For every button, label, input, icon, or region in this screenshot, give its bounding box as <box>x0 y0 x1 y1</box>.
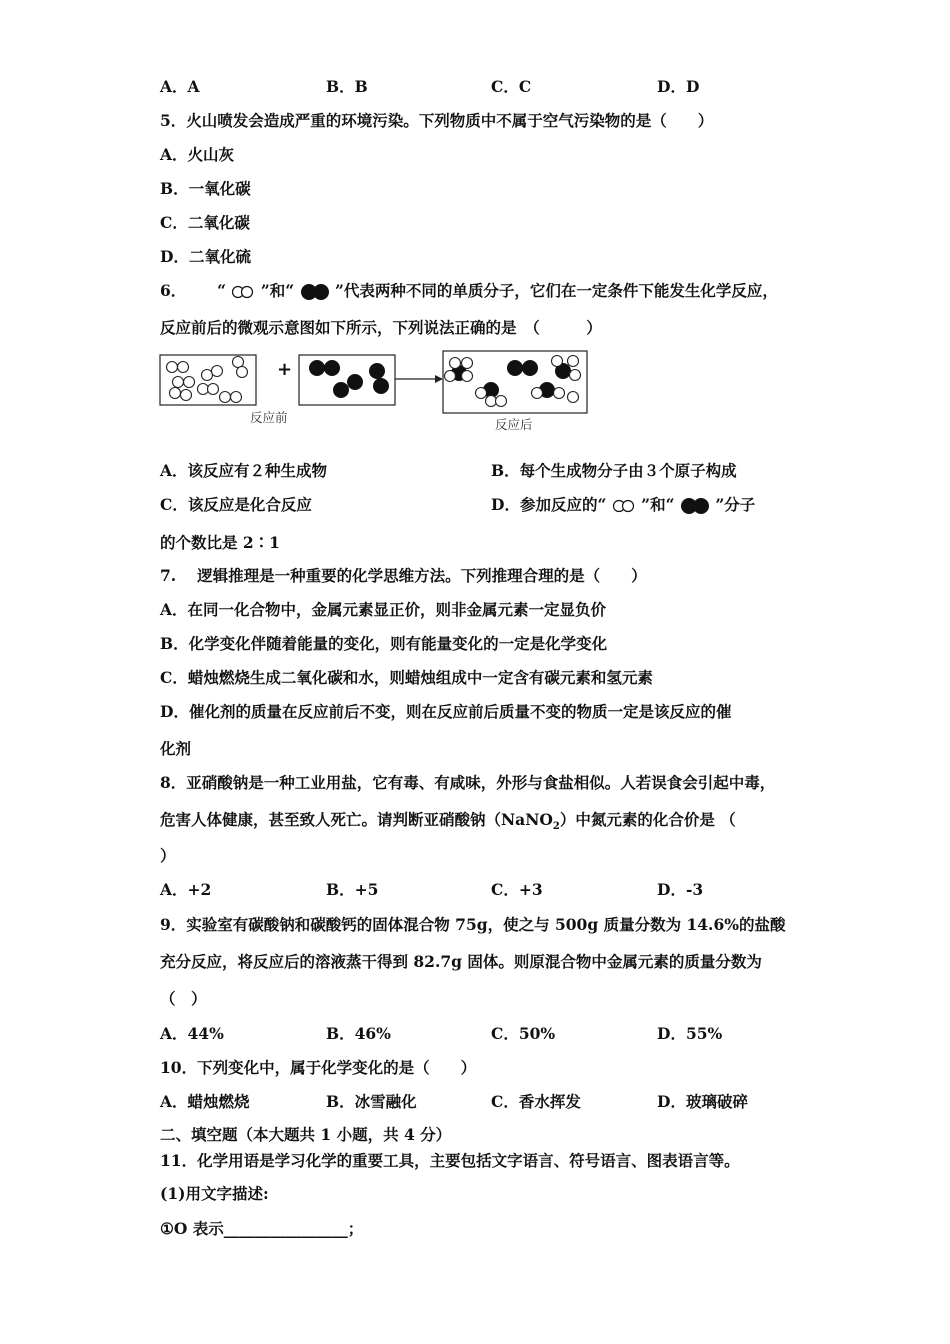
q7-option-d: D．催化剂的质量在反应前后不变，则在反应前后质量不变的物质一定是该反应的催 <box>160 702 732 721</box>
q6-stem-rest: ”代表两种不同的单质分子，它们在一定条件下能发生化学反应， <box>335 281 778 300</box>
q6-stem-line2: 反应前后的微观示意图如下所示，下列说法正确的是 （ ） <box>160 318 602 337</box>
q8-option-a: A．+2 <box>160 880 212 899</box>
q7-option-c: C．蜡烛燃烧生成二氧化碳和水，则蜡烛组成中一定含有碳元素和氢元素 <box>160 668 653 687</box>
q10-stem: 10．下列变化中，属于化学变化的是（ ） <box>160 1058 477 1077</box>
black-molecule-icon <box>300 283 330 301</box>
q4-option-d: D．D <box>657 77 700 96</box>
q10-option-a: A．蜡烛燃烧 <box>160 1092 250 1111</box>
q8-option-c: C．+3 <box>491 880 543 899</box>
q6-stem-line1 <box>160 281 778 301</box>
reaction-diagram <box>155 345 595 440</box>
q9-line1: 9．实验室有碳酸钠和碳酸钙的固体混合物 75g，使之与 500g 质量分数为 14.6%的盐酸 <box>160 915 786 934</box>
q8-line2-pre: 危害人体健康，甚至致人死亡。请判断亚硝酸钠（NaNO <box>160 810 553 829</box>
q5-stem: 5．火山喷发会造成严重的环境污染。下列物质中不属于空气污染物的是（ ） <box>160 111 714 130</box>
q6-option-d-post: ”分子 <box>715 495 756 514</box>
q7-option-b: B．化学变化伴随着能量的变化，则有能量变化的一定是化学变化 <box>160 634 608 653</box>
q7-option-a: A．在同一化合物中，金属元素显正价，则非金属元素一定显负价 <box>160 600 607 619</box>
white-molecule-icon <box>612 499 636 513</box>
q10-option-b: B．冰雪融化 <box>326 1092 417 1111</box>
q9-option-c: C．50% <box>491 1024 556 1043</box>
q8-line3: ） <box>160 846 176 865</box>
q11-stem: 11．化学用语是学习化学的重要工具，主要包括文字语言、符号语言、图表语言等。 <box>160 1151 740 1170</box>
caption-after: 反应后 <box>495 417 533 432</box>
caption-before: 反应前 <box>250 410 288 425</box>
q4-option-b: B．B <box>326 77 368 96</box>
q6-quote-open: “ <box>217 281 227 300</box>
q7-stem: 7. 逻辑推理是一种重要的化学思维方法。下列推理合理的是（ ） <box>160 566 647 585</box>
q7-option-d-cont: 化剂 <box>160 739 192 758</box>
q9-option-b: B．46% <box>326 1024 391 1043</box>
q5-option-d: D．二氧化硫 <box>160 247 251 266</box>
white-molecule-icon <box>231 285 255 299</box>
q8-line2-post: ）中氮元素的化合价是 （ <box>559 810 736 829</box>
q6-option-b: B．每个生成物分子由３个原子构成 <box>491 461 737 480</box>
black-molecule-icon <box>680 497 710 515</box>
q5-option-b: B．一氧化碳 <box>160 179 251 198</box>
section-2-heading: 二、填空题（本大题共 1 小题，共 4 分） <box>160 1125 452 1144</box>
q6-number: 6． <box>160 281 187 300</box>
q11-item1: ①O 表示________________； <box>160 1219 364 1238</box>
q8-option-b: B．+5 <box>326 880 379 899</box>
q8-line1: 8．亚硝酸钠是一种工业用盐，它有毒、有咸味，外形与食盐相似。人若误食会引起中毒， <box>160 773 776 792</box>
q10-option-d: D．玻璃破碎 <box>657 1092 748 1111</box>
q9-line3: （ ） <box>160 989 207 1008</box>
arrow-head <box>435 375 443 383</box>
q4-option-a: A．A <box>160 77 200 96</box>
q5-option-c: C．二氧化碳 <box>160 213 250 232</box>
q8-option-d: D．-3 <box>657 880 704 899</box>
q9-option-a: A．44% <box>160 1024 224 1043</box>
q6-option-d-cont: 的个数比是 2∶1 <box>160 533 280 552</box>
q6-and: ”和“ <box>260 281 295 300</box>
plus-sign: + <box>277 359 293 380</box>
q6-option-a: A．该反应有２种生成物 <box>160 461 328 480</box>
q6-option-c: C．该反应是化合反应 <box>160 495 312 514</box>
q6-option-d-pre: D．参加反应的“ <box>491 495 607 514</box>
q10-option-c: C．香水挥发 <box>491 1092 581 1111</box>
q9-option-d: D．55% <box>657 1024 723 1043</box>
q5-option-a: A．火山灰 <box>160 145 235 164</box>
q9-line2: 充分反应，将反应后的溶液蒸干得到 82.7g 固体。则原混合物中金属元素的质量分数为 <box>160 952 762 971</box>
q8-subscript: 2 <box>552 821 560 833</box>
q8-line2 <box>160 810 736 837</box>
q4-option-c: C．C <box>491 77 532 96</box>
q11-sub1: (1)用文字描述: <box>160 1184 269 1203</box>
q6-option-d <box>491 495 755 515</box>
q6-option-d-mid: ”和“ <box>641 495 675 514</box>
